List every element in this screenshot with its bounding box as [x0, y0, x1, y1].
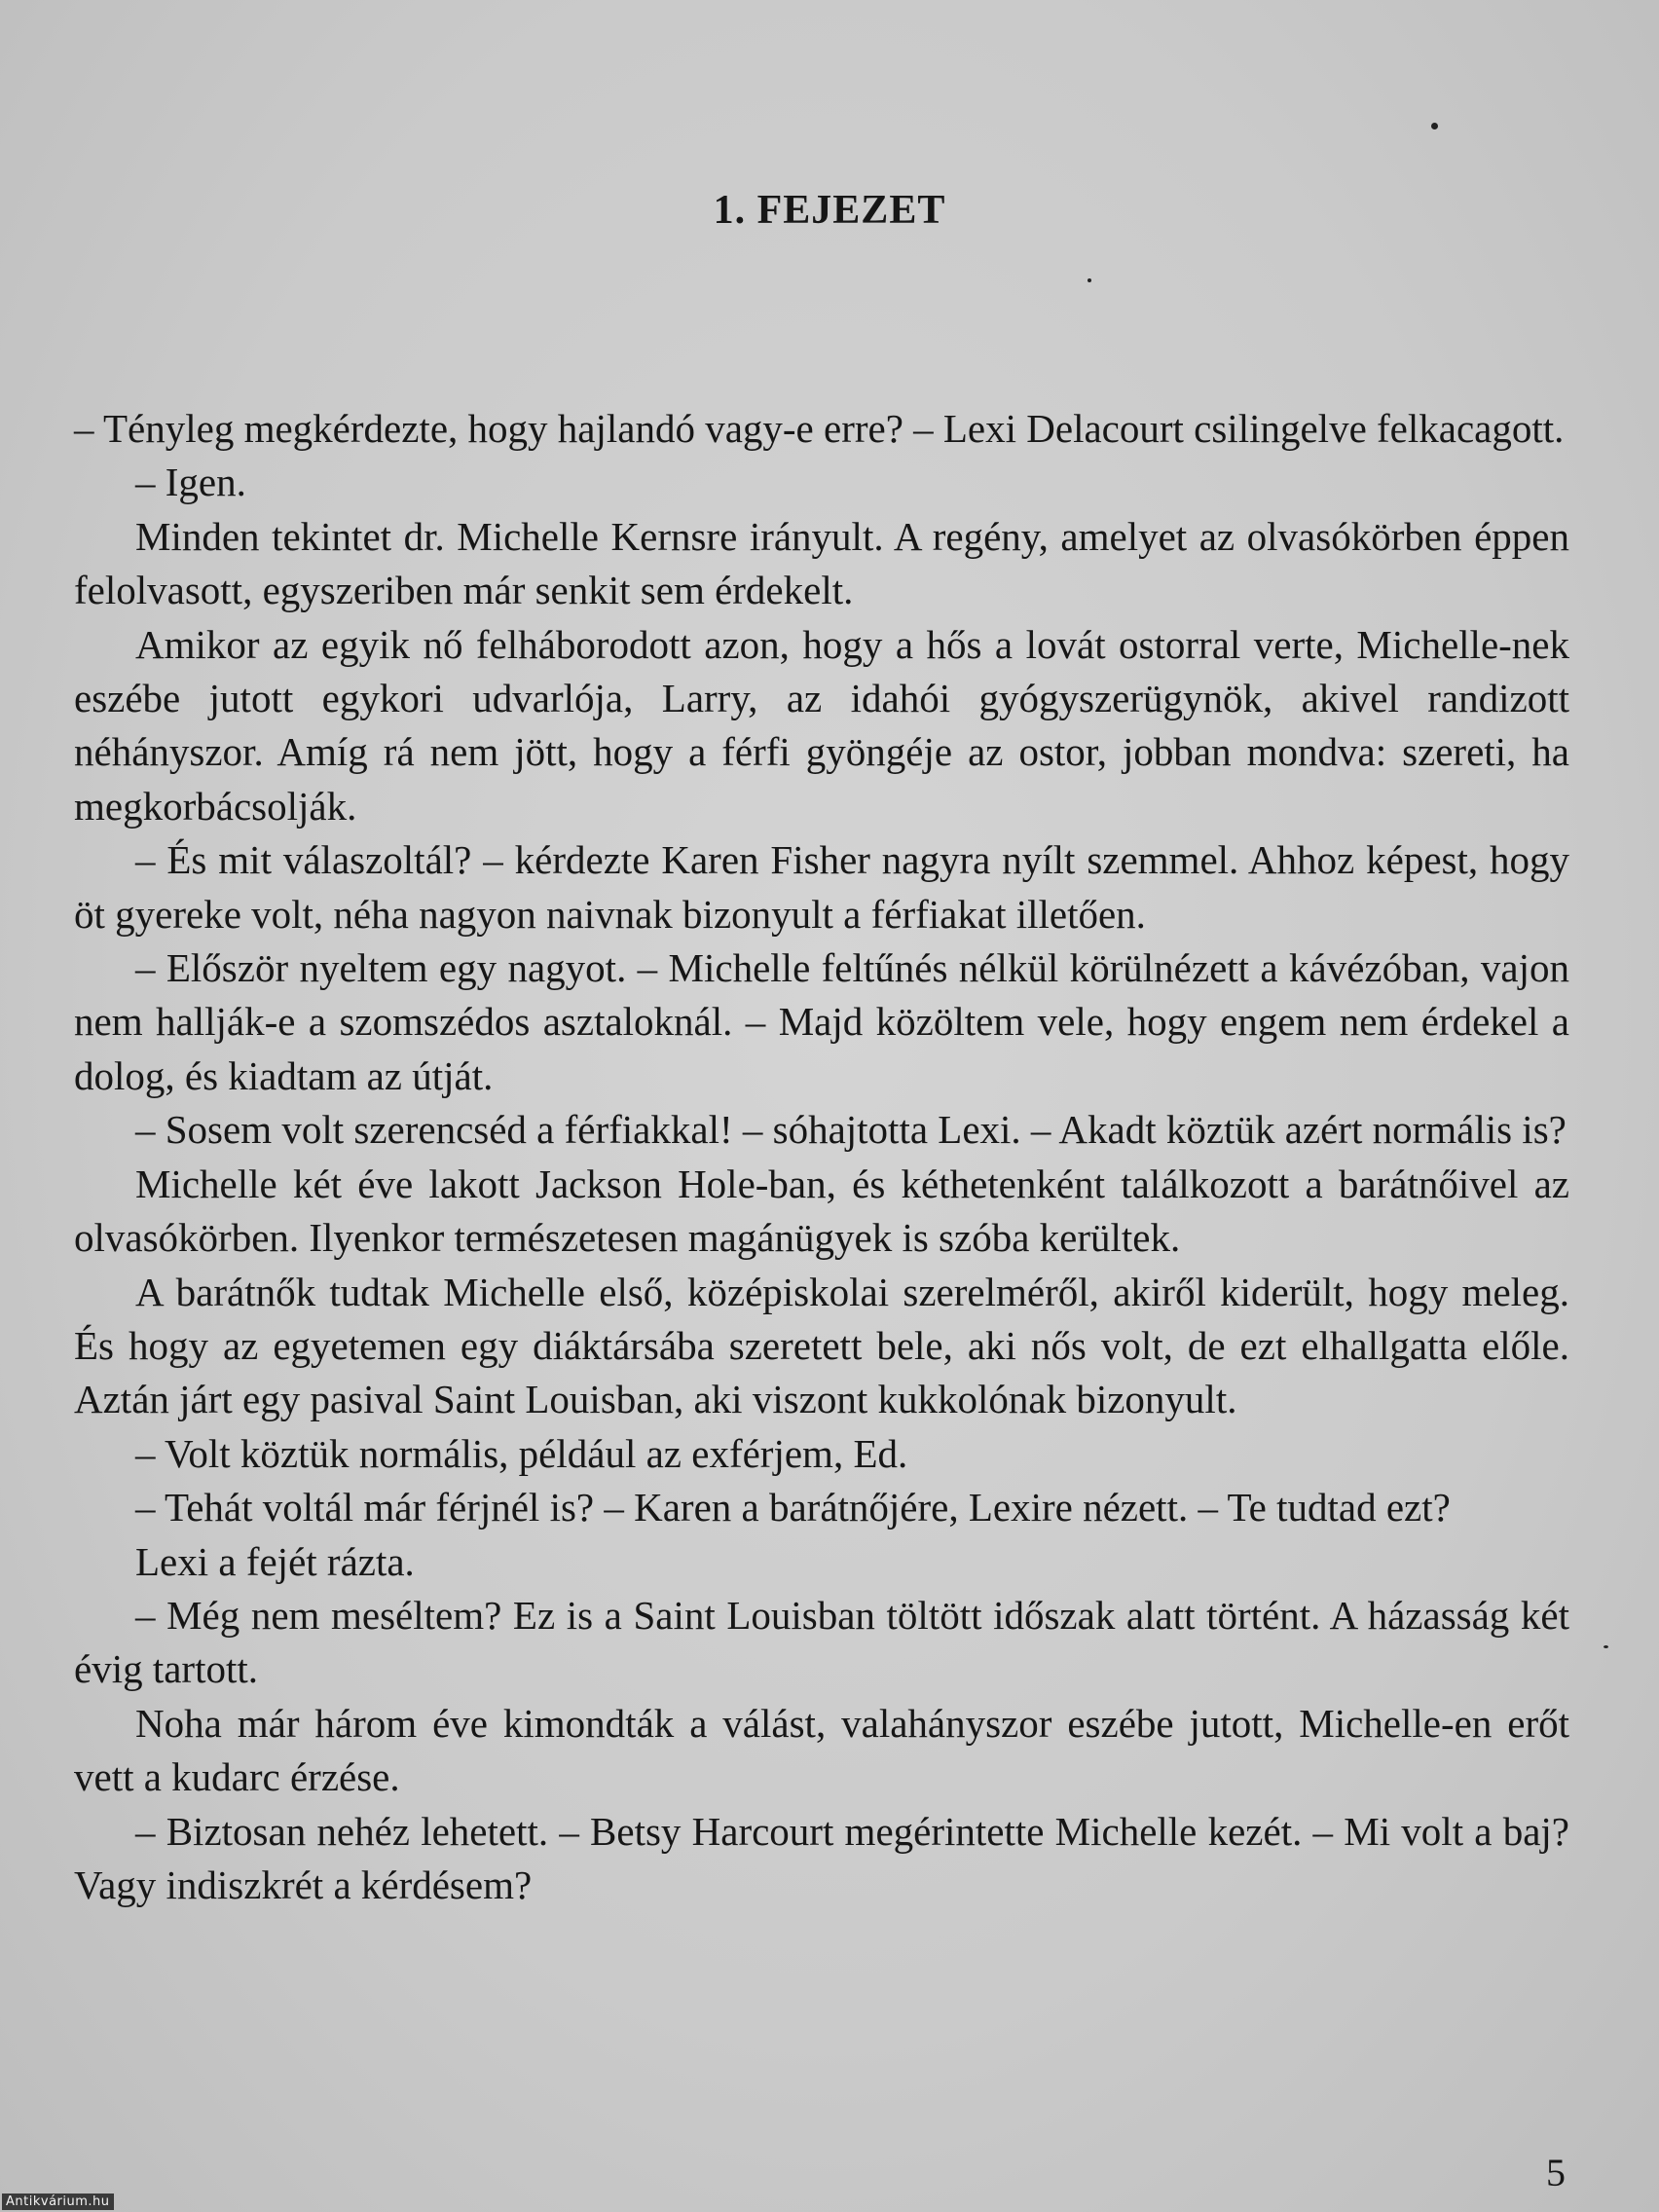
paragraph: Noha már három éve kimondták a válást, valahányszor eszébe jutott, Michelle-en erőt vett a kudarc érzése. — [74, 1700, 1569, 1800]
page-number: 5 — [1546, 2151, 1566, 2194]
paragraph: – Biztosan nehéz lehetett. – Betsy Harcourt megérintette Michelle kezét. – Mi volt a baj? Vagy indiszkrét a kérdésem? — [74, 1808, 1569, 1907]
paragraph: – Még nem meséltem? Ez is a Saint Louisban töltött időszak alatt történt. A házasság két évig tartott. — [74, 1592, 1569, 1692]
paragraph: – Volt köztük normális, például az exférjem, Ed. — [135, 1430, 908, 1476]
paragraph: – És mit válaszoltál? – kérdezte Karen Fisher nagyra nyílt szemmel. Ahhoz képest, hogy öt gyereke volt, néha nagyon naivnak bizonyult a férfiakat illetően. — [74, 837, 1569, 937]
chapter-title: 1. FEJEZET — [713, 188, 946, 233]
watermark: Antikvárium.hu — [2, 2194, 114, 2210]
paragraph: – Tényleg megkérdezte, hogy hajlandó vagy-e erre? – Lexi Delacourt csilingelve felkacagott. — [74, 406, 1565, 451]
paragraph: Lexi a fejét rázta. — [135, 1538, 415, 1584]
print-speck — [1431, 123, 1438, 129]
paragraph: – Igen. — [135, 460, 246, 505]
paragraph: Amikor az egyik nő felháborodott azon, hogy a hős a lovát ostorral verte, Michelle-nek eszébe jutott egykori udvarlója, Larry, az idahói gyógyszerügynök, akivel randizott néhányszor. Amíg rá nem jött, hogy a férfi gyöngéje az ostor, jobban mondva: szereti, ha megkorbácsolják. — [74, 621, 1569, 829]
print-speck — [1088, 278, 1091, 282]
paragraph: – Először nyeltem egy nagyot. – Michelle feltűnés nélkül körülnézett a kávézóban, vajon nem hallják-e a szomszédos asztaloknál. – Majd közöltem vele, hogy engem nem érdekel a dolog, és kiadtam az útját. — [74, 945, 1569, 1098]
body-text — [74, 402, 1569, 1912]
paragraph: – Sosem volt szerencséd a férfiakkal! – sóhajtotta Lexi. – Akadt köztük azért normális is? — [135, 1107, 1567, 1153]
paragraph: Minden tekintet dr. Michelle Kernsre irányult. A regény, amelyet az olvasókörben éppen felolvasott, egyszeriben már senkit sem érdekelt. — [74, 513, 1569, 613]
print-speck — [1604, 1645, 1608, 1648]
paragraph: A barátnők tudtak Michelle első, középiskolai szerelméről, akiről kiderült, hogy meleg. És hogy az egyetemen egy diáktársába szeretett bele, aki nős volt, de ezt elhallgatta előle. Aztán járt egy pasival Saint Louisban, aki viszont kukkolónak bizonyult. — [74, 1269, 1569, 1422]
paragraph: Michelle két éve lakott Jackson Hole-ban, és kéthetenként találkozott a barátnőivel az olvasókörben. Ilyenkor természetesen magánügyek is szóba kerültek. — [74, 1161, 1569, 1261]
paragraph: – Tehát voltál már férjnél is? – Karen a barátnőjére, Lexire nézett. – Te tudtad ezt? — [135, 1485, 1451, 1530]
